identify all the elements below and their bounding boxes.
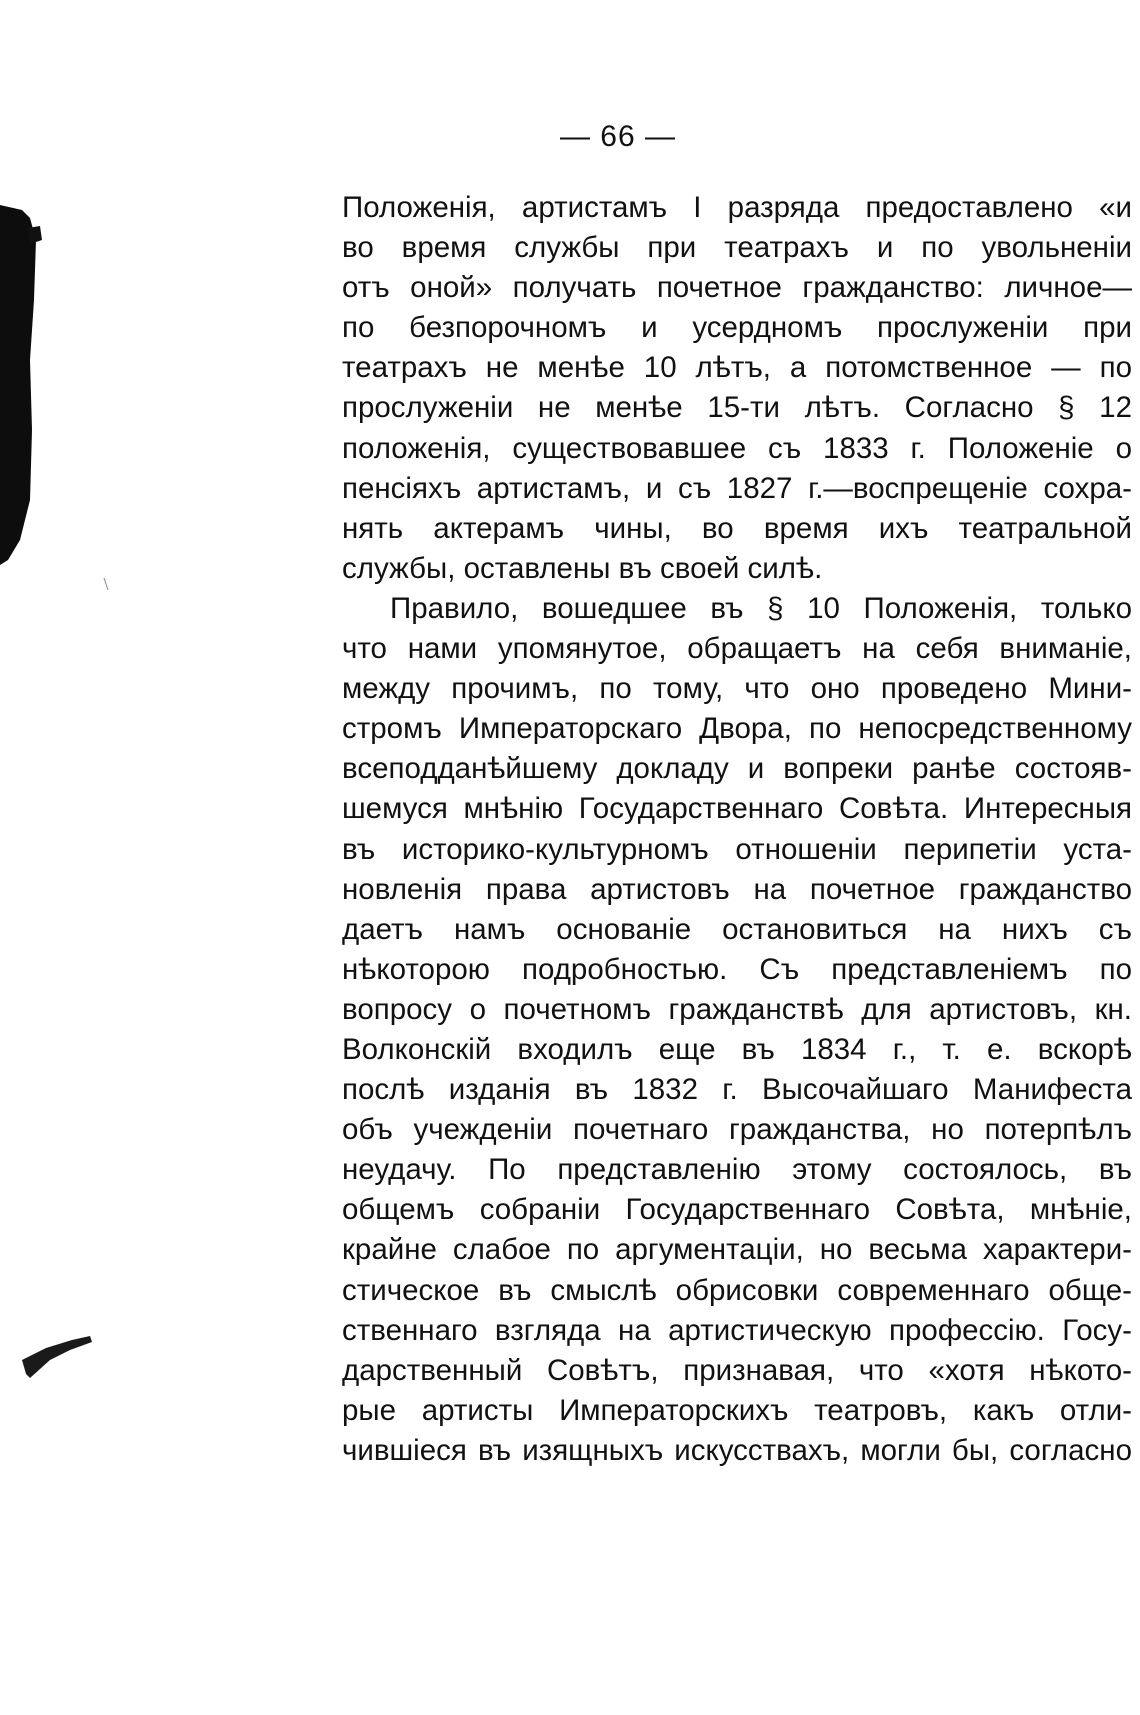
text-line: въ историко-культурномъ отношеніи перипетіи уста- [342, 832, 1132, 866]
text-line: общемъ собраніи Государственнаго Совѣта, мнѣніе, [342, 1193, 1132, 1227]
body-text [342, 188, 1132, 1471]
binding-shadow [0, 0, 110, 1715]
text-line: между прочимъ, по тому, что оно проведено Мини- [342, 672, 1132, 706]
paragraph [342, 188, 1132, 589]
text-line: пенсіяхъ артистамъ, и съ 1827 г.—воспрещеніе сохра- [342, 471, 1132, 505]
text-line: чившіеся въ изящныхъ искусствахъ, могли бы, согласно [342, 1433, 1132, 1467]
text-line: нѣкоторою подробностью. Съ представленіемъ по [342, 952, 1132, 986]
text-line: что нами упомянутое, обращаетъ на себя вниманіе, [342, 632, 1132, 666]
text-line: всеподданѣйшему докладу и вопреки ранѣе состояв- [342, 752, 1132, 786]
text-line: неудачу. По представленію этому состоялось, въ [342, 1153, 1132, 1187]
text-line: послѣ изданія въ 1832 г. Высочайшаго Манифеста [342, 1073, 1132, 1107]
text-line: отъ оной» получать почетное гражданство: личное— [342, 271, 1132, 305]
text-line: прослуженіи не менѣе 15-ти лѣтъ. Согласно § 12 [342, 391, 1132, 425]
text-line: стромъ Императорскаго Двора, по непосредственному [342, 712, 1132, 746]
text-line: стическое въ смыслѣ обрисовки современнаго обще- [342, 1273, 1132, 1307]
text-line: по безпорочномъ и усердномъ прослуженіи при [342, 311, 1132, 345]
text-line: Положенія, артистамъ I разряда предоставлено «и [342, 191, 1132, 224]
text-line: вопросу о почетномъ гражданствѣ для артистовъ, кн. [342, 992, 1132, 1026]
text-line: театрахъ не менѣе 10 лѣтъ, а потомственное — по [342, 351, 1132, 385]
text-line: новленія права артистовъ на почетное гражданство [342, 872, 1132, 906]
text-line: даетъ намъ основаніе остановиться на нихъ съ [342, 912, 1132, 946]
text-line: положенія, существовавшее съ 1833 г. Положеніе о [342, 431, 1132, 465]
text-line: дарственный Совѣтъ, признавая, что «хотя нѣкото- [342, 1353, 1132, 1387]
text-line: шемуся мнѣнію Государственнаго Совѣта. Интересныя [342, 792, 1132, 826]
text-line: во время службы при театрахъ и по увольненіи [342, 231, 1132, 265]
text-line: службы, оставлены въ своей силѣ. [342, 551, 823, 585]
paragraph [342, 589, 1132, 1471]
text-line: крайне слабое по аргументаціи, но весьма характери- [342, 1233, 1132, 1267]
text-line: рые артисты Императорскихъ театровъ, какъ отли- [342, 1393, 1132, 1427]
text-line: Волконскій входилъ еще въ 1834 г., т. е. вскорѣ [342, 1032, 1132, 1066]
text-line: Правило, вошедшее въ § 10 Положенія, только [390, 591, 1132, 625]
text-line: ственнаго взгляда на артистическую профессію. Госу- [342, 1313, 1132, 1347]
text-line: нять актерамъ чины, во время ихъ театральной [342, 511, 1132, 545]
page-number: — 66 — [559, 120, 677, 153]
text-line: объ учежденіи почетнаго гражданства, но потерпѣлъ [342, 1113, 1132, 1147]
